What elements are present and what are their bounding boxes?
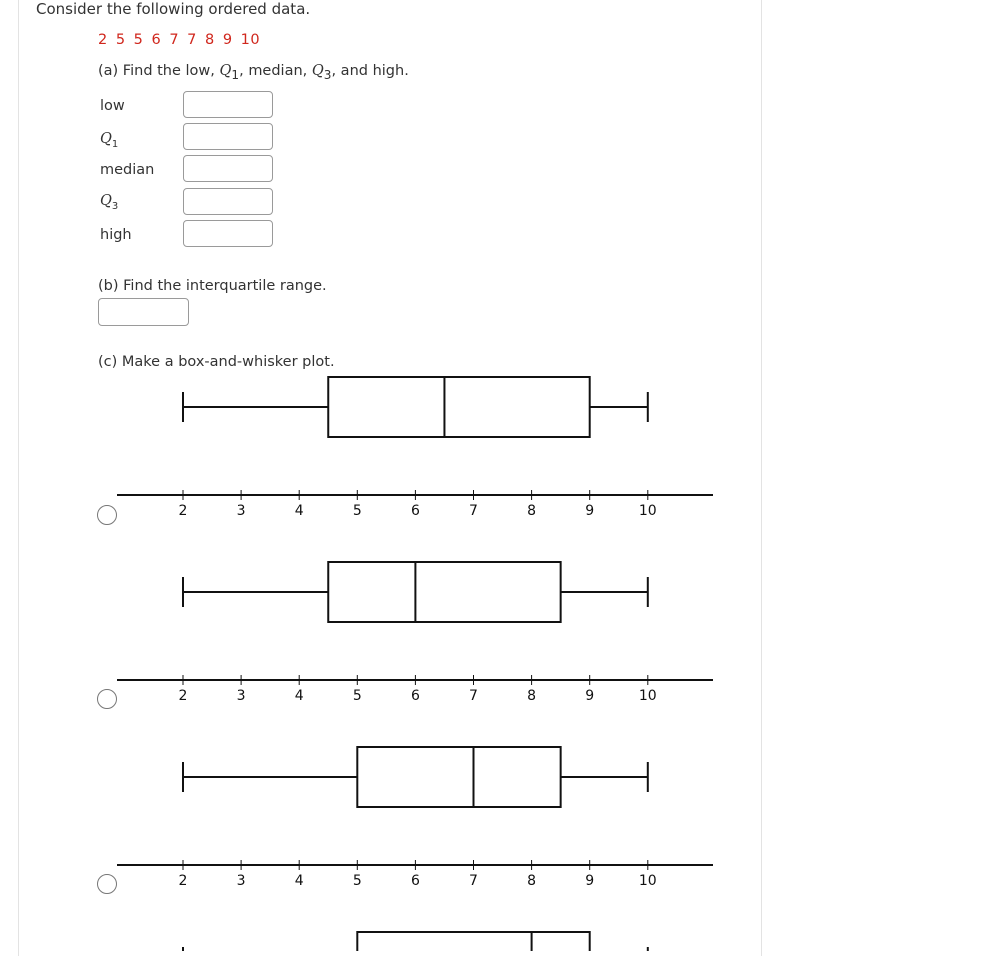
low-label: low [100,98,125,114]
tick-label-3: 3 [236,688,246,704]
box [328,562,560,622]
tick-label-10: 10 [638,873,657,889]
tick-label-8: 8 [527,688,537,704]
tick-label-3: 3 [236,503,246,519]
tick-label-10: 10 [638,688,657,704]
tick-label-7: 7 [469,873,478,889]
median-label: median [100,162,155,178]
tick-label-2: 2 [178,688,188,704]
tick-label-6: 6 [410,873,420,889]
tick-label-9: 9 [585,873,595,889]
part-b-prompt: (b) Find the interquartile range. [98,278,327,294]
box [328,377,589,437]
part-c-prompt: (c) Make a box-and-whisker plot. [98,354,335,370]
high-label: high [100,227,132,243]
intro-text: Consider the following ordered data. [36,0,311,18]
tick-label-6: 6 [410,503,420,519]
tick-label-9: 9 [585,688,595,704]
data-values: 2 5 5 6 7 7 8 9 10 [98,32,261,48]
tick-label-8: 8 [527,873,537,889]
tick-label-4: 4 [294,503,304,519]
tick-label-2: 2 [178,873,188,889]
tick-label-5: 5 [352,688,362,704]
tick-label-7: 7 [469,503,478,519]
tick-label-5: 5 [352,503,362,519]
box [357,747,560,807]
box [357,932,589,951]
tick-label-3: 3 [236,873,246,889]
tick-label-5: 5 [352,873,362,889]
q1-label: $Q_1$ [100,131,119,150]
tick-label-4: 4 [294,873,304,889]
tick-label-8: 8 [527,503,537,519]
tick-label-4: 4 [294,688,304,704]
tick-label-6: 6 [410,688,420,704]
q3-label: $Q_3$ [100,193,119,212]
tick-label-10: 10 [638,503,657,519]
tick-label-7: 7 [469,688,478,704]
tick-label-2: 2 [178,503,188,519]
tick-label-9: 9 [585,503,595,519]
part-a-prompt: (a) Find the low, $Q_1$, median, $Q_3$, and high. [98,63,409,82]
